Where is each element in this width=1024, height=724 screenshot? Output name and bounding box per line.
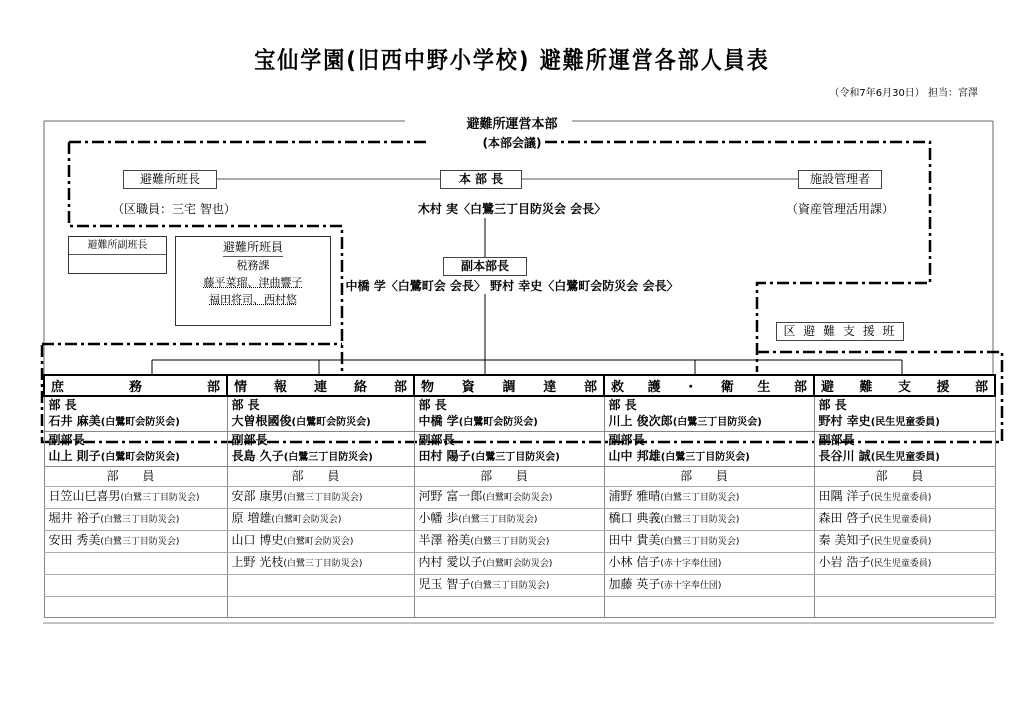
shelter-members-line: 福田将司、西村悠 bbox=[209, 293, 297, 306]
member-cell: 秦 美知子(民生児童委員) bbox=[814, 531, 995, 553]
department-head-row bbox=[44, 396, 995, 432]
members-label: 部 員 bbox=[227, 467, 414, 487]
department-name: 物 資 調 達 部 bbox=[414, 375, 604, 396]
member-cell: 原 増雄(白鷺町会防災会) bbox=[227, 509, 414, 531]
member-cell: 児玉 智子(白鷺三丁目防災会) bbox=[414, 575, 604, 597]
department-head: 部 長 大曽根國俊(白鷺町会防災会) bbox=[227, 396, 414, 432]
members-label-row bbox=[44, 467, 995, 487]
department-name: 救 護 ・ 衛 生 部 bbox=[604, 375, 814, 396]
department-header-row bbox=[44, 375, 995, 396]
member-cell bbox=[44, 553, 227, 575]
department-vice: 副部長 長谷川 誠(民生児童委員) bbox=[814, 432, 995, 467]
page-title: 宝仙学園(旧西中野小学校) 避難所運営各部人員表 bbox=[254, 46, 770, 74]
date-and-owner: （令和7年6月30日） 担当：宮澤 bbox=[829, 88, 978, 99]
member-cell: 田中 貴美(白鷺三丁目防災会) bbox=[604, 531, 814, 553]
member-row bbox=[44, 553, 995, 575]
chief-name: 木村 実〈白鷺三丁目防災会 会長〉 bbox=[417, 202, 607, 216]
member-row bbox=[44, 531, 995, 553]
member-cell bbox=[814, 575, 995, 597]
department-vice: 副部長 長島 久子(白鷺三丁目防災会) bbox=[227, 432, 414, 467]
member-row bbox=[44, 575, 995, 597]
facility-manager-label: 施設管理者 bbox=[798, 170, 882, 189]
hq-title: 避難所運営本部 bbox=[466, 117, 558, 132]
department-name: 庶 務 部 bbox=[44, 375, 227, 396]
member-cell bbox=[227, 575, 414, 597]
member-cell: 河野 富一郎(白鷺町会防災会) bbox=[414, 487, 604, 509]
blank-cell bbox=[44, 597, 227, 618]
member-cell: 小幡 歩(白鷺三丁目防災会) bbox=[414, 509, 604, 531]
member-cell: 内村 愛以子(白鷺町会防災会) bbox=[414, 553, 604, 575]
member-cell: 堀井 裕子(白鷺三丁目防災会) bbox=[44, 509, 227, 531]
facility-manager-name: （資産管理活用課） bbox=[786, 202, 895, 216]
departments-table bbox=[43, 374, 996, 618]
shelter-members-label: 避難所班員 bbox=[223, 239, 283, 257]
department-head: 部 長 中橋 学(白鷺町会防災会) bbox=[414, 396, 604, 432]
shelter-leader-name: （区職員：三宅 智也） bbox=[112, 202, 236, 216]
blank-cell bbox=[414, 597, 604, 618]
department-vice: 副部長 田村 陽子(白鷺三丁目防災会) bbox=[414, 432, 604, 467]
department-vice: 副部長 山中 邦雄(白鷺三丁目防災会) bbox=[604, 432, 814, 467]
blank-cell bbox=[814, 597, 995, 618]
member-cell: 小林 信子(赤十字奉仕団) bbox=[604, 553, 814, 575]
member-cell: 上野 光枝(白鷺三丁目防災会) bbox=[227, 553, 414, 575]
member-cell: 山口 博史(白鷺町会防災会) bbox=[227, 531, 414, 553]
members-label: 部 員 bbox=[414, 467, 604, 487]
shelter-leader-label: 避難所班長 bbox=[123, 170, 217, 189]
department-vice: 副部長 山上 則子(白鷺町会防災会) bbox=[44, 432, 227, 467]
member-row bbox=[44, 509, 995, 531]
blank-row bbox=[44, 597, 995, 618]
ward-support-label: 区 避 難 支 援 班 bbox=[776, 322, 904, 341]
sub-leader-label: 避難所副班長 bbox=[69, 237, 166, 255]
shelter-members-line: 税務課 bbox=[236, 259, 270, 272]
department-name: 情 報 連 絡 部 bbox=[227, 375, 414, 396]
member-cell: 加藤 英子(赤十字奉仕団) bbox=[604, 575, 814, 597]
member-cell: 日笠山巳喜男(白鷺三丁目防災会) bbox=[44, 487, 227, 509]
vice-chief-label: 副本部長 bbox=[443, 257, 527, 276]
member-cell: 森田 啓子(民生児童委員) bbox=[814, 509, 995, 531]
department-vice-row bbox=[44, 432, 995, 467]
members-label: 部 員 bbox=[44, 467, 227, 487]
department-head: 部 長 石井 麻美(白鷺町会防災会) bbox=[44, 396, 227, 432]
members-label: 部 員 bbox=[604, 467, 814, 487]
members-label: 部 員 bbox=[814, 467, 995, 487]
chief-label: 本 部 長 bbox=[440, 170, 522, 189]
member-cell: 橋口 典義(白鷺三丁目防災会) bbox=[604, 509, 814, 531]
member-row bbox=[44, 487, 995, 509]
blank-cell bbox=[227, 597, 414, 618]
department-name: 避 難 支 援 部 bbox=[814, 375, 995, 396]
department-head: 部 長 川上 俊次郎(白鷺三丁目防災会) bbox=[604, 396, 814, 432]
member-cell: 半澤 裕美(白鷺三丁目防災会) bbox=[414, 531, 604, 553]
member-cell: 田隅 洋子(民生児童委員) bbox=[814, 487, 995, 509]
hq-meeting-label: (本部会議) bbox=[482, 136, 542, 150]
sub-leader-box bbox=[68, 236, 167, 274]
member-cell: 安田 秀美(白鷺三丁目防災会) bbox=[44, 531, 227, 553]
shelter-members-line: 藤平菜瑠、津曲響子 bbox=[203, 276, 303, 289]
vice-chief-names: 中橋 学〈白鷺町会 会長〉 野村 幸史〈白鷺町会防災会 会長〉 bbox=[345, 279, 679, 293]
blank-cell bbox=[604, 597, 814, 618]
member-cell: 小岩 浩子(民生児童委員) bbox=[814, 553, 995, 575]
department-head: 部 長 野村 幸史(民生児童委員) bbox=[814, 396, 995, 432]
member-cell bbox=[44, 575, 227, 597]
member-cell: 浦野 雅晴(白鷺三丁目防災会) bbox=[604, 487, 814, 509]
member-cell: 安部 康男(白鷺三丁目防災会) bbox=[227, 487, 414, 509]
